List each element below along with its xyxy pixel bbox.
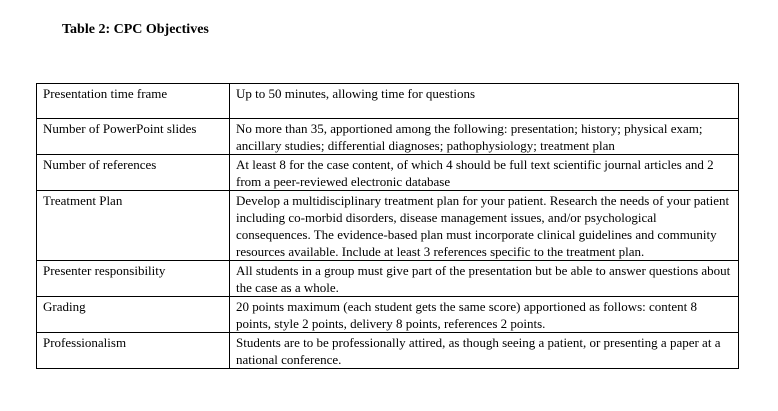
row-value: Students are to be professionally attired, as though seeing a patient, or presenting a paper at a national conference. <box>230 333 739 369</box>
row-value: Up to 50 minutes, allowing time for questions <box>230 84 739 119</box>
row-label: Number of references <box>37 155 230 191</box>
row-value: All students in a group must give part of the presentation but be able to answer questions about the case as a whole. <box>230 261 739 297</box>
objectives-table <box>36 83 739 369</box>
row-value: At least 8 for the case content, of which 4 should be full text scientific journal articles and 2 from a peer-reviewed electronic database <box>230 155 739 191</box>
row-label: Presenter responsibility <box>37 261 230 297</box>
table-row-presentation-time-frame <box>37 84 739 119</box>
row-value: Develop a multidisciplinary treatment plan for your patient. Research the needs of your patient including co-morbid disorders, disease management issues, and/or psychological consequences. The evidence-based plan must incorporate clinical guidelines and community resources available. Include at least 3 references specific to the treatment plan. <box>230 191 739 261</box>
table-row-treatment-plan <box>37 191 739 261</box>
table-title: Table 2: CPC Objectives <box>62 22 209 37</box>
row-label: Treatment Plan <box>37 191 230 261</box>
table-row-number-of-references <box>37 155 739 191</box>
table-row-professionalism <box>37 333 739 369</box>
row-value: 20 points maximum (each student gets the same score) apportioned as follows: content 8 points, style 2 points, delivery 8 points, references 2 points. <box>230 297 739 333</box>
row-label: Professionalism <box>37 333 230 369</box>
row-label: Grading <box>37 297 230 333</box>
row-value: No more than 35, apportioned among the following: presentation; history; physical exam; ancillary studies; differential diagnoses; pathophysiology; treatment plan <box>230 119 739 155</box>
row-label: Number of PowerPoint slides <box>37 119 230 155</box>
table-row-presenter-responsibility <box>37 261 739 297</box>
table-row-powerpoint-slides <box>37 119 739 155</box>
row-label: Presentation time frame <box>37 84 230 119</box>
table-row-grading <box>37 297 739 333</box>
